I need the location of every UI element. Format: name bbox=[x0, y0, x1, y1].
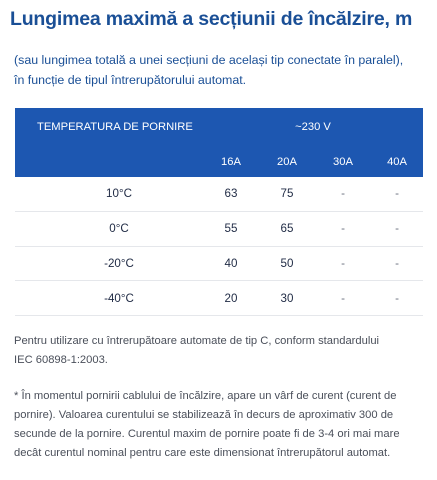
cell-30a: - bbox=[315, 177, 371, 211]
cell-20a: 65 bbox=[259, 211, 315, 246]
cell-40a: - bbox=[371, 177, 423, 211]
header-column-16a: 16A bbox=[203, 146, 259, 177]
length-table bbox=[15, 108, 423, 316]
table-subheader-row bbox=[15, 146, 423, 177]
table-row bbox=[15, 246, 423, 281]
row-temperature: -20°C bbox=[15, 246, 203, 281]
subtitle bbox=[14, 50, 434, 90]
page-title: Lungimea maximă a secțiunii de încălzire, m bbox=[10, 8, 413, 30]
cell-30a: - bbox=[315, 246, 371, 281]
note-line: IEC 60898-1:2003. bbox=[14, 354, 108, 366]
cell-20a: 75 bbox=[259, 177, 315, 211]
header-start-temperature: TEMPERATURA DE PORNIRE bbox=[15, 108, 203, 146]
inrush-current-footnote bbox=[14, 387, 430, 463]
row-temperature: -40°C bbox=[15, 281, 203, 316]
cell-40a: - bbox=[371, 246, 423, 281]
cell-40a: - bbox=[371, 211, 423, 246]
subtitle-line: în funcție de tipul întrerupătorului automat. bbox=[14, 73, 247, 87]
cell-30a: - bbox=[315, 281, 371, 316]
header-column-20a: 20A bbox=[259, 146, 315, 177]
subtitle-line: (sau lungimea totală a unei secțiuni de același tip conectate în paralel), bbox=[14, 53, 404, 67]
table-row bbox=[15, 281, 423, 316]
cell-16a: 40 bbox=[203, 246, 259, 281]
note-line: secunde de la pornire. Curentul maxim de pornire poate fi de 3-4 ori mai mare bbox=[14, 428, 400, 440]
cell-16a: 55 bbox=[203, 211, 259, 246]
note-line: decât curentul nominal pentru care este dimensionat întrerupătorul automat. bbox=[14, 447, 391, 459]
row-temperature: 10°C bbox=[15, 177, 203, 211]
cell-40a: - bbox=[371, 281, 423, 316]
cell-20a: 50 bbox=[259, 246, 315, 281]
cell-20a: 30 bbox=[259, 281, 315, 316]
table-row bbox=[15, 177, 423, 211]
header-column-40a: 40A bbox=[371, 146, 423, 177]
note-line: Pentru utilizare cu întrerupătoare automate de tip C, conform standardului bbox=[14, 335, 380, 347]
note-line: pornire). Valoarea curentului se stabilizează în decurs de aproximativ 300 de bbox=[14, 409, 394, 421]
header-column-30a: 30A bbox=[315, 146, 371, 177]
table-row bbox=[15, 211, 423, 246]
breaker-type-note bbox=[14, 332, 430, 370]
cell-16a: 63 bbox=[203, 177, 259, 211]
note-line: * În momentul pornirii cablului de încălzire, apare un vârf de curent (curent de bbox=[14, 390, 397, 402]
table-header-row bbox=[15, 108, 423, 146]
cell-30a: - bbox=[315, 211, 371, 246]
cell-16a: 20 bbox=[203, 281, 259, 316]
length-table-container bbox=[15, 108, 423, 316]
row-temperature: 0°C bbox=[15, 211, 203, 246]
header-voltage: ~230 V bbox=[203, 108, 423, 146]
header-empty bbox=[15, 146, 203, 177]
